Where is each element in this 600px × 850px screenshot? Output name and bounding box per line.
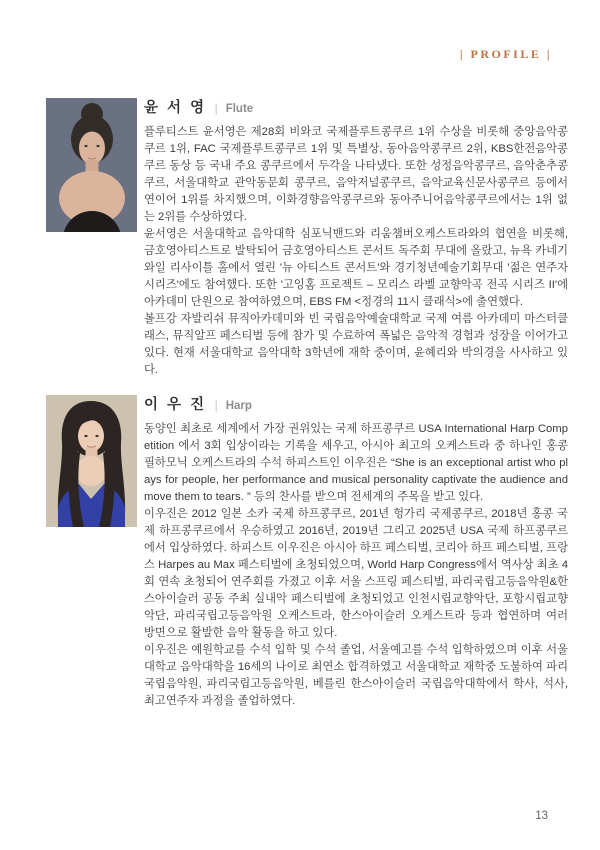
bio-paragraph: 이우진은 2012 일본 소카 국제 하프콩쿠르, 201년 헝가리 국제콩쿠르, 2018년 홍콩 국제 하프콩쿠르에서 우승하였고 2016년, 2019년 그리고 2025년 USA 국제 하프콩쿠르에서 입상하였다. 하피스트 이우진은 아시아 하프 페스티벌, 코리아 하프 페스티벌, 프랑스 Harpes au Max 페스티벌에 초청되었으며, World Harp Congress에서 역사상 최초 4회 연속 초청되어 연주회를 가졌고 이후 서울 스프링 페스티벌, 파리국립고등음악원&한스아이슬러 공동 주최 실내악 페스티벌에 초청되었고 인천시립교향악단, 포항시립교향악단, 파리국립고등음악원 오케스트라, 한스아이슬러 오케스트라 등과 협연하며 여러 방면으로 활발한 음악 활동을 하고 있다. bbox=[144, 508, 568, 639]
profile-instrument: Harp bbox=[225, 400, 252, 412]
portrait-illustration-flutist bbox=[46, 98, 137, 232]
profile-section-header: | PROFILE | bbox=[459, 47, 552, 61]
profile-photo-harpist bbox=[46, 395, 137, 527]
profile-bio-harp bbox=[144, 392, 568, 710]
bio-paragraph: 이우진은 예원학교를 수석 입학 및 수석 졸업, 서울예고를 수석 입학하였으며 이후 서울대학교 음악대학을 16세의 나이로 최연소 합격하였고 서울대학교 재학중 도불하여 파리국립음악원, 파리국립고등음악원, 베를린 한스아이슬러 국립음악대학에서 학사, 석사, 최고연주자 과정을 졸업하였다. bbox=[144, 644, 568, 707]
bio-paragraph: 동양인 최초로 세계에서 가장 권위있는 국제 하프콩쿠르 USA International Harp Competition 에서 3회 입상이라는 기록을 세우고, 아시아 최고의 오케스트라 중 하나인 홍콩 필하모닉 오케스트라의 수석 하피스트인 이우진은 “She is an exceptional artist who plays for people, her performance and musical personality captivate the audience and move them to tears. ” 등의 찬사를 받으며 전세계의 주목을 받고 있다. bbox=[144, 423, 568, 503]
profile-instrument: Flute bbox=[225, 103, 254, 115]
page-number: 13 bbox=[535, 810, 548, 822]
page-content bbox=[46, 95, 568, 710]
profile-name: 윤 서 영 bbox=[144, 100, 207, 116]
profile-section-harp bbox=[46, 392, 568, 710]
profile-name-row bbox=[144, 393, 568, 414]
profile-name: 이 우 진 bbox=[144, 397, 207, 413]
bio-paragraph: 플루티스트 윤서영은 제28회 비와코 국제플루트콩쿠르 1위 수상을 비롯해 중앙음악콩쿠르 1위, FAC 국제플루트콩쿠르 1위 및 특별상, 동아음악콩쿠르 2위, KBS한전음악콩쿠르 동상 등 국내 주요 콩쿠르에서 두각을 나타냈다. 또한 성정음악콩쿠르, 음악춘추콩쿠르, 서울대학교 관악동문회 콩쿠르, 음악저널콩쿠르, 음악교육신문사콩쿠르 등에서 연이어 1위를 차지했으며, 이화경향음악콩쿠르와 동아주니어음악콩쿠르에서는 1위 없는 2위를 수상하였다. bbox=[144, 126, 568, 223]
name-instrument-separator: | bbox=[214, 398, 218, 412]
profile-bio-flute bbox=[144, 95, 568, 379]
bio-paragraph: 볼프강 자발리쉬 뮤직아카데미와 빈 국립음악예술대학교 국제 여름 아카데미 마스터클래스, 뮤직알프 페스티벌 등에 참가 및 수료하여 폭넓은 음악적 경험과 성장을 이어가고 있다. 현재 서울대학교 음악대학 3학년에 재학 중이며, 윤혜리와 박의경을 사사하고 있다. bbox=[144, 313, 568, 376]
bio-paragraph: 윤서영은 서울대학교 음악대학 심포닉밴드와 리움챔버오케스트라와의 협연을 비롯해, 금호영아티스트로 발탁되어 금호영아티스트 콘서트 독주회 무대에 올랐고, 뉴욕 카네기 와일 리사이틀 홀에서 열린 '뉴 아티스트 콘서트'와 경기청년예술기회무대 '젊은 연주자 시리즈'에도 참여했다. 또한 '고잉홈 프로젝트 – 모리스 라벨 교향악곡 전곡 시리즈 II'에 아카데미 단원으로 참여하였으며, EBS FM <정경의 11시 클래식>에 출연했다. bbox=[144, 228, 568, 308]
portrait-illustration-harpist bbox=[46, 395, 137, 527]
profile-name-row bbox=[144, 96, 568, 117]
profile-photo-flutist bbox=[46, 98, 137, 232]
name-instrument-separator: | bbox=[214, 101, 218, 115]
profile-section-flute bbox=[46, 95, 568, 379]
